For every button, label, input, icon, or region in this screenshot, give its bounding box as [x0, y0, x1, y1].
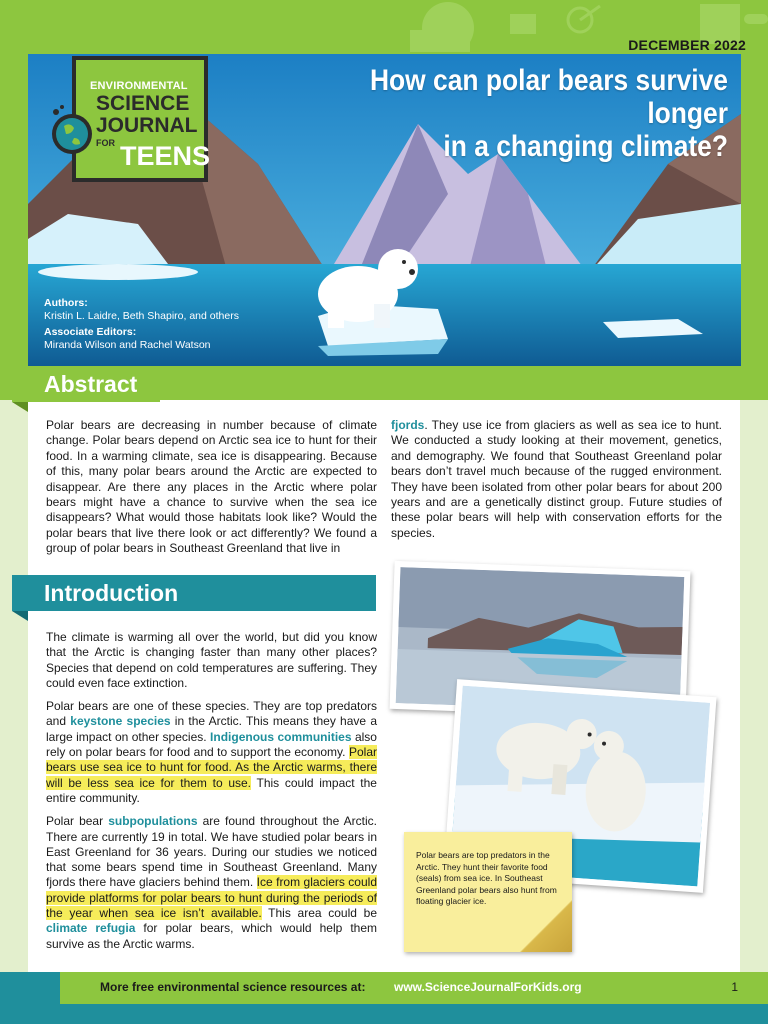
- introduction-ribbon-fold: [12, 611, 28, 621]
- footer-text: More free environmental science resources at:: [100, 980, 366, 994]
- intro-p2-text-d: This could impact the entire community.: [46, 775, 377, 805]
- journal-logo: [72, 56, 211, 182]
- photo-caption-note: Polar bears are top predators in the Arctic. They hunt their favorite food (seals) from sea ice. In Southeast Greenland polar bears also hunt from floating glacier ice.: [404, 832, 572, 952]
- editors-label: Associate Editors:: [44, 326, 137, 338]
- logo-journal: JOURNAL: [96, 114, 198, 137]
- hand-icon: [744, 14, 768, 24]
- article-title: [314, 64, 728, 163]
- title-line-2: in a changing climate?: [443, 130, 728, 163]
- credits: [44, 297, 239, 352]
- logo-science: SCIENCE: [96, 92, 190, 115]
- left-margin-strip: [0, 400, 28, 972]
- right-margin-strip: [740, 400, 768, 972]
- editors: Miranda Wilson and Rachel Watson: [44, 339, 211, 351]
- term-subpopulations[interactable]: subpopulations: [108, 814, 198, 829]
- intro-paragraph-3: [46, 814, 377, 952]
- abstract-text-left: Polar bears are decreasing in number because of climate change. Polar bears depend on Arctic sea ice to hunt for their food. In a warming climate, sea ice is disappearing. Because of this, many polar bears around the Arctic are expected to disappear. Are there any places in the Arctic where polar bears might have a chance to survive when the sea ice disappears? What would those habitats look like? Would the polar bears that live there look or act differently? We found a group of polar bears in Southeast Greenland that live in: [46, 418, 377, 556]
- logo-environmental: ENVIRONMENTAL: [90, 80, 188, 92]
- footer-teal-block: [0, 972, 60, 1024]
- flask-globe-icon: [42, 104, 98, 160]
- abstract-text-right: [391, 418, 722, 541]
- highlight-sea-ice: Polar bears use sea ice to hunt for food. As the Arctic warms, there will be less sea ice for them to use.: [46, 745, 377, 790]
- logo-teens: TEENS: [120, 141, 211, 171]
- chart-icon: [510, 14, 536, 34]
- abstract-ribbon-fold: [12, 402, 28, 412]
- intro-paragraph-1: The climate is warming all over the world, but did you know that the Arctic is changing faster than many other places? Species that depend on cold temperatures are suffering. They could even face extinction.: [46, 630, 377, 690]
- term-keystone-species[interactable]: keystone species: [70, 714, 171, 729]
- issue-date: DECEMBER 2022: [628, 37, 746, 53]
- intro-paragraph-2: [46, 699, 377, 806]
- highlight-glacier-ice: Ice from glaciers could provide platforms for polar bears to hunt during the periods of the year when sea ice isn’t available.: [46, 875, 377, 921]
- term-indigenous-communities[interactable]: Indigenous communities: [210, 729, 352, 744]
- introduction-text: [46, 630, 377, 960]
- page-number: 1: [731, 980, 738, 994]
- intro-p3-text-d: for polar bears, which would help them survive as the Arctic warms.: [46, 921, 377, 951]
- intro-p3-text-b: are found throughout the Arctic. There are currently 19 in total. We have studied polar bears in East Greenland for 36 years. During our studies we noticed that some bears spend time in Southeast Greenland. Many fjords there have glaciers behind them.: [46, 814, 377, 890]
- term-climate-refugia[interactable]: climate refugia: [46, 921, 136, 936]
- intro-p2-text-c: also rely on polar bears for food and to support the economy.: [46, 729, 377, 760]
- abstract-right-body: . They use ice from glaciers as well as sea ice to hunt. We conducted a study looking at their movement, genetics, and demography. We found that Southeast Greenland polar bears don’t travel much because of the rugged environment. They have been isolated from other polar bears for about 200 years and are a genetically distinct group. Future studies of these polar bears will help with conservation efforts for the species.: [391, 418, 722, 540]
- authors-label: Authors:: [44, 297, 88, 309]
- authors: Kristin L. Laidre, Beth Shapiro, and others: [44, 310, 239, 322]
- title-line-1: How can polar bears survive longer: [369, 64, 728, 130]
- term-fjords[interactable]: fjords: [391, 418, 425, 432]
- intro-p3-text-a: Polar bear: [46, 814, 109, 829]
- footer-teal-band: [0, 1004, 768, 1024]
- abstract-heading: Abstract: [12, 366, 160, 402]
- intro-p2-text-b: in the Arctic. This means they have a large impact on other species.: [46, 714, 377, 744]
- intro-p2-text-a: Polar bears are one of these species. They are top predators and: [46, 699, 377, 729]
- introduction-heading: Introduction: [12, 575, 376, 611]
- intro-p3-text-c: This area could be: [261, 906, 377, 921]
- logo-for: FOR: [96, 138, 115, 148]
- footer-url-link[interactable]: www.ScienceJournalForKids.org: [394, 980, 582, 994]
